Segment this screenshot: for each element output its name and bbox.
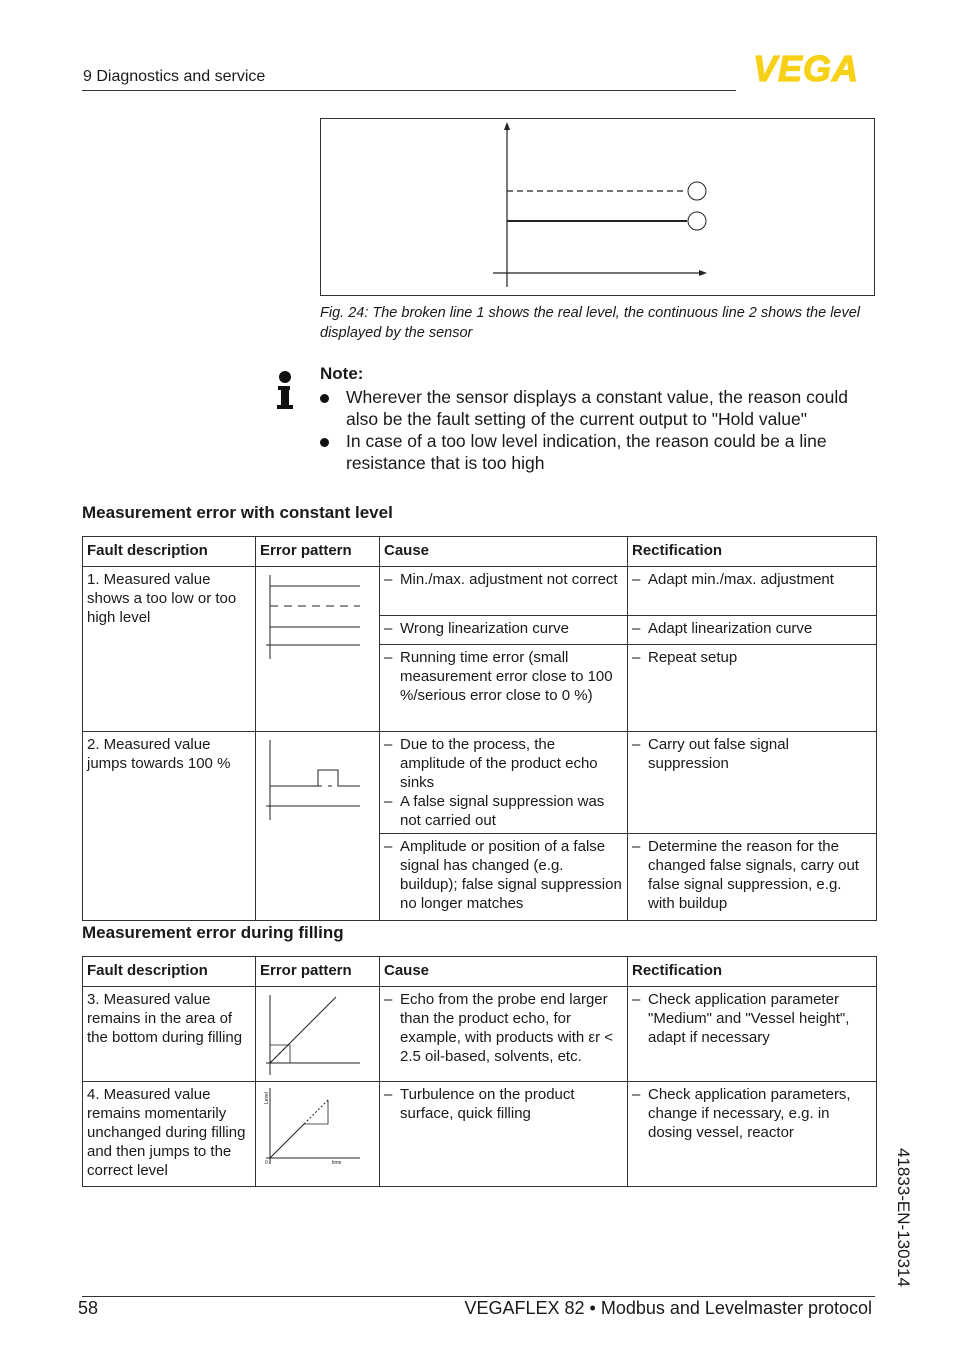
col-cause: Cause [380,957,628,987]
pattern-stays-bottom [266,995,360,1075]
pattern-jump [266,740,360,820]
col-rect: Rectification [628,537,877,567]
y-axis-arrow [504,122,510,130]
fault-description: 4. Measured value remains momentarily unchanged during filling and then jumps to the correct level [83,1082,256,1187]
page-number: 58 [78,1298,99,1318]
section-header: 9 Diagnostics and service [83,68,266,85]
logo-text: VEGA [752,48,860,89]
cause-cell: – Running time error (small measurement error close to 100 %/serious error close to 0 %) [380,645,628,732]
rect-cell: – Adapt min./max. adjustment [628,567,877,616]
cause-cell: – Due to the process, the amplitude of the product echo sinks – A false signal suppression was not carried out [380,732,628,834]
marker-1 [688,182,706,200]
section-title-constant-level: Measurement error with constant level [82,503,393,522]
footer-divider [82,1296,875,1297]
vega-logo [740,48,872,89]
error-pattern [256,732,380,921]
level-diagram [321,119,874,295]
table-row [83,732,877,834]
error-pattern [256,987,380,1082]
col-rect: Rectification [628,957,877,987]
fault-description: 3. Measured value remains in the area of the bottom during filling [83,987,256,1082]
rect-cell: – Check application parameter "Medium" and "Vessel height", adapt if necessary [628,987,877,1082]
table-row [83,1082,877,1187]
filling-table [82,956,877,1187]
svg-text:0: 0 [265,1160,268,1166]
col-pattern: Error pattern [256,957,380,987]
error-pattern [256,567,380,732]
cause-cell: – Wrong linearization curve [380,616,628,645]
cause-cell: – Echo from the probe end larger than the product echo, for example, with products with εr < 2.5 oil-based, solvents, etc. [380,987,628,1082]
note-title: Note: [320,364,364,383]
fault-description: 1. Measured value shows a too low or too high level [83,567,256,732]
table-header-row [83,537,877,567]
error-pattern [256,1082,380,1187]
rect-cell: – Determine the reason for the changed false signals, carry out false signal suppression, e.g. with buildup [628,834,877,921]
info-icon [274,370,296,412]
col-fault: Fault description [83,957,256,987]
document-code: 41833-EN-130314 [894,1148,913,1287]
svg-text:Level: Level [264,1092,270,1104]
figure-24 [320,118,875,296]
note-item: Wherever the sensor displays a constant value, the reason could also be the fault setting of the current output to "Hold value" [320,386,880,430]
pattern-constant-offset [266,575,360,659]
constant-level-table [82,536,877,921]
section-title-filling: Measurement error during filling [82,923,344,942]
note-list [320,386,880,474]
rect-cell: – Check application parameters, change if necessary, e.g. in dosing vessel, reactor [628,1082,877,1187]
cause-cell: – Turbulence on the product surface, quick filling [380,1082,628,1187]
cause-cell: – Min./max. adjustment not correct [380,567,628,616]
rect-cell: – Adapt linearization curve [628,616,877,645]
table-row [83,987,877,1082]
header-divider [82,90,736,91]
col-cause: Cause [380,537,628,567]
table-header-row [83,957,877,987]
pattern-momentary-hold [266,1088,360,1168]
rect-cell: – Carry out false signal suppression [628,732,877,834]
marker-2 [688,212,706,230]
col-pattern: Error pattern [256,537,380,567]
svg-text:time: time [332,1160,342,1166]
x-axis-arrow [699,270,707,276]
note-item: In case of a too low level indication, the reason could be a line resistance that is too high [320,430,880,474]
col-fault: Fault description [83,537,256,567]
figure-caption: Fig. 24: The broken line 1 shows the real level, the continuous line 2 shows the level displayed by the sensor [320,305,861,341]
cause-cell: – Amplitude or position of a false signal has changed (e.g. buildup); false signal suppression no longer matches [380,834,628,921]
fault-description: 2. Measured value jumps towards 100 % [83,732,256,921]
rect-cell: – Repeat setup [628,645,877,732]
table-row [83,567,877,616]
footer-title: VEGAFLEX 82 • Modbus and Levelmaster protocol [464,1298,872,1318]
